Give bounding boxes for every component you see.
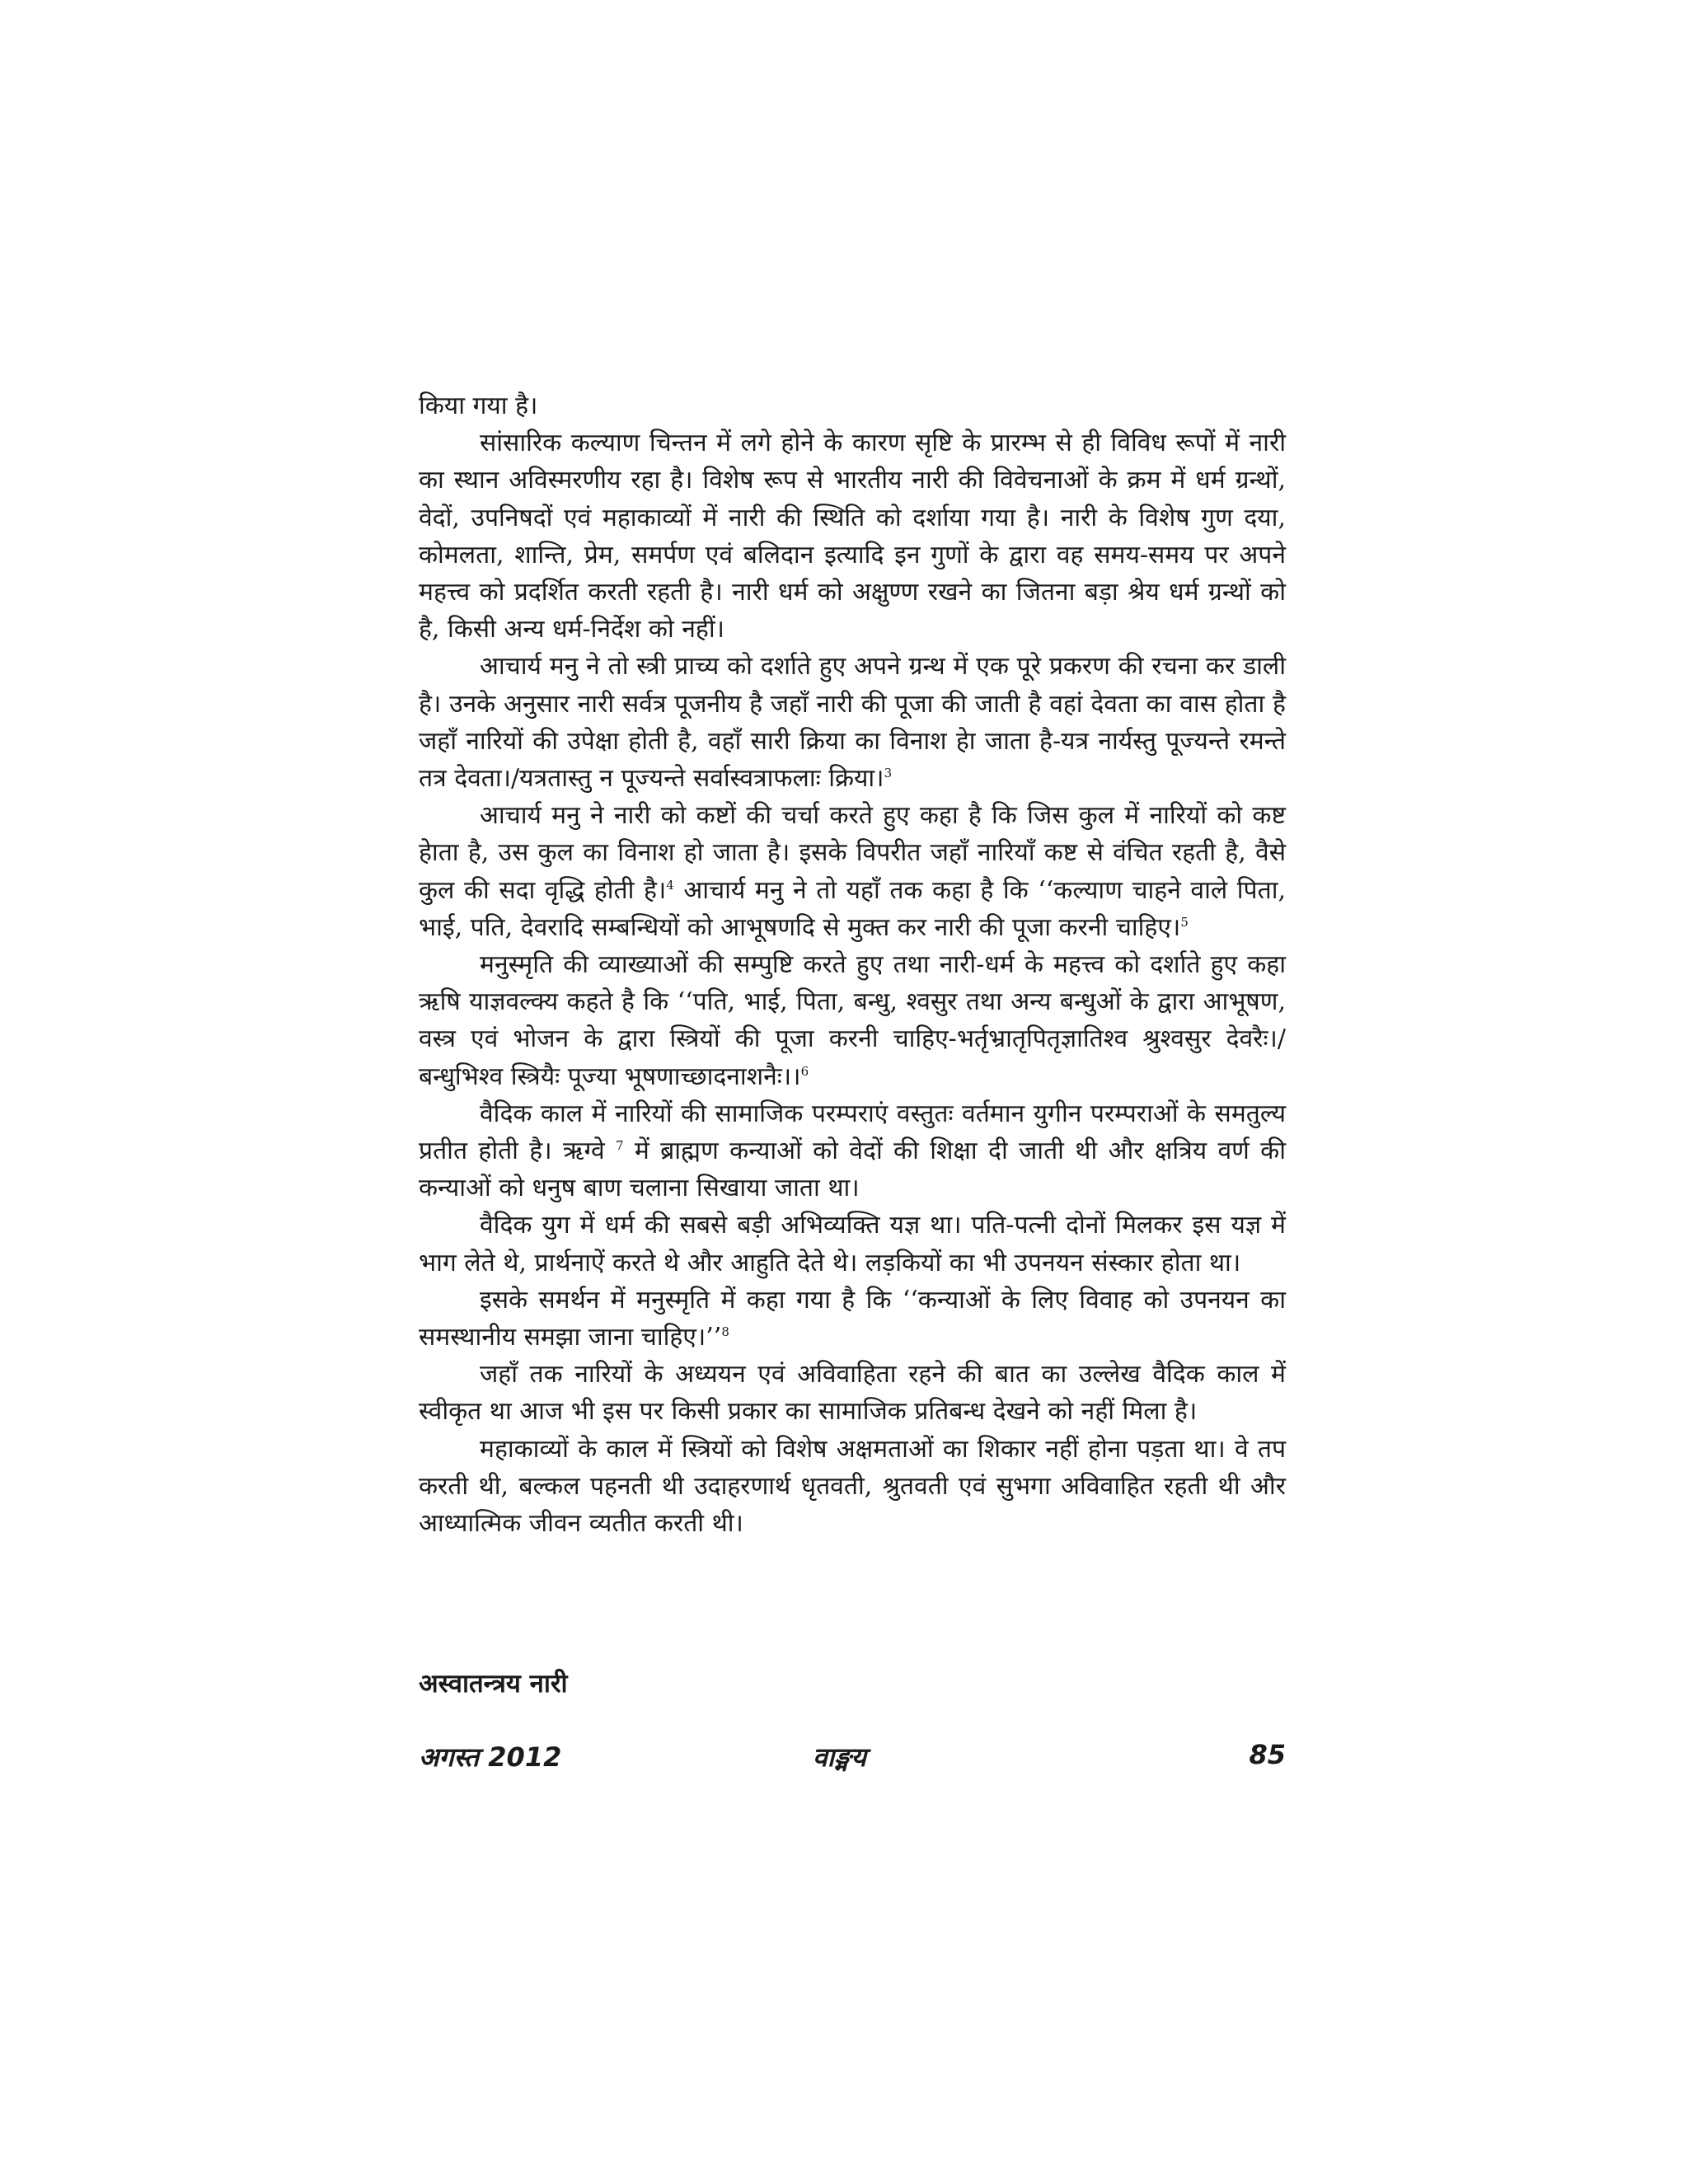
paragraph-9: जहाँ तक नारियों के अध्ययन एवं अविवाहिता रहने की बात का उल्लेख वैदिक काल में स्वीकृत था आज भी इस पर किसी प्रकार का सामाजिक प्रतिबन्ध देखने को नहीं मिला है। [419, 1360, 1286, 1427]
footnote-ref-6: 6 [800, 1063, 809, 1079]
page-body [419, 387, 1286, 1542]
page-footer [419, 1739, 1286, 1775]
footnote-ref-3: 3 [884, 766, 893, 781]
footnote-ref-5: 5 [1180, 914, 1189, 930]
footer-date: अगस्त 2012 [419, 1741, 562, 1773]
paragraph-10: महाकाव्यों के काल में स्त्रियों को विशेष अक्षमताओं का शिकार नहीं होना पड़ता था। वे तप करती थी, बल्कल पहनती थी उदाहरणार्थ धृतवती, श्रुतवती एवं सुभगा अविवाहित रहती थी और आध्यात्मिक जीवन व्यतीत करती थी। [419, 1434, 1286, 1539]
footnote-ref-8: 8 [721, 1324, 729, 1340]
paragraph-7: वैदिक युग में धर्म की सबसे बड़ी अभिव्यक्ति यज्ञ था। पति-पत्नी दोनों मिलकर इस यज्ञ में भाग लेते थे, प्रार्थनाऐं करते थे और आहुति देते थे। लड़कियों का भी उपनयन संस्कार होता था। [419, 1211, 1286, 1277]
paragraph-6: वैदिक काल में नारियों की सामाजिक परम्पराएं वस्तुतः वर्तमान युगीन परम्पराओं के समतुल्य प्रतीत होती है। ऋग्वे $^7$ में ब्राह्मण कन्याओं को वेदों की शिक्षा दी जाती थी और क्षत्रिय वर्ण की कन्याओं को धनुष बाण चलाना सिखाया जाता था। [419, 1099, 1286, 1203]
paragraph-4: आचार्य मनु ने नारी को कष्टों की चर्चा करते हुए कहा है कि जिस कुल में नारियों को कष्ट हेाता है, उस कुल का विनाश हो जाता है। इसके विपरीत जहाँ नारियाँ कष्ट से वंचित रहती है, वैसे कुल की सदा वृद्धि होती है।$^4$ आचार्य मनु ने तो यहाँ तक कहा है कि ‘‘कल्याण चाहने वाले पिता, भाई, पति, देवरादि सम्बन्धियों को आभूषणदि से मुक्त कर नारी की पूजा करनी चाहिए।$^5$ [419, 801, 1286, 942]
paragraph-3: आचार्य मनु ने तो स्त्री प्राच्य को दर्शाते हुए अपने ग्रन्थ में एक पूरे प्रकरण की रचना कर डाली है। उनके अनुसार नारी सर्वत्र पूजनीय है जहाँ नारी की पूजा की जाती है वहां देवता का वास होता है जहाँ नारियों की उपेक्षा होती है, वहाँ सारी क्रिया का विनाश हेा जाता है-यत्र नार्यस्तु पूज्यन्ते रमन्ते तत्र देवता।/यत्रतास्तु न पूज्यन्ते सर्वास्वत्राफलाः क्रिया।$^3$ [419, 652, 1286, 794]
paragraph-5: मनुस्मृति की व्याख्याओं की सम्पुष्टि करते हुए तथा नारी-धर्म के महत्त्व को दर्शाते हुए कहा ऋषि याज्ञवल्क्य कहते है कि ‘‘पति, भाई, पिता, बन्धु, श्वसुर तथा अन्य बन्धुओं के द्वारा आभूषण, वस्त्र एवं भोजन के द्वारा स्त्रियों की पूजा करनी चाहिए-भर्तृभ्रातृपितृज्ञातिश्व श्रुश्वसुर देवरैः।/बन्धुभिश्व स्त्रियैः पूज्या भूषणाच्छादनाशनैः।।$^6$ [419, 950, 1286, 1091]
footer-page-number: 85 [1249, 1739, 1286, 1770]
footnote-ref-4: 4 [666, 877, 674, 893]
section-heading: अस्वातन्त्रय नारी [419, 1669, 568, 1699]
paragraph-8: इसके समर्थन में मनुस्मृति में कहा गया है कि ‘‘कन्याओं के लिए विवाह को उपनयन का समस्थानीय समझा जाना चाहिए।’’$^8$ [419, 1285, 1286, 1352]
footnote-ref-7: 7 [615, 1138, 624, 1154]
footer-journal-name: वाङ्मय [813, 1741, 866, 1773]
paragraph-1: किया गया है। [419, 391, 538, 420]
paragraph-2: सांसारिक कल्याण चिन्तन में लगे होने के कारण सृष्टि के प्रारम्भ से ही विविध रूपों में नारी का स्थान अविस्मरणीय रहा है। विशेष रूप से भारतीय नारी की विवेचनाओं के क्रम में धर्म ग्रन्थों, वेदों, उपनिषदों एवं महाकाव्यों में नारी की स्थिति को दर्शाया गया है। नारी के विशेष गुण दया, कोमलता, शान्ति, प्रेम, समर्पण एवं बलिदान इत्यादि इन गुणों के द्वारा वह समय-समय पर अपने महत्त्व को प्रदर्शित करती रहती है। नारी धर्म को अक्षुण्ण रखने का जितना बड़ा श्रेय धर्म ग्रन्थों को है, किसी अन्य धर्म-निर्देश को नहीं। [419, 429, 1286, 644]
